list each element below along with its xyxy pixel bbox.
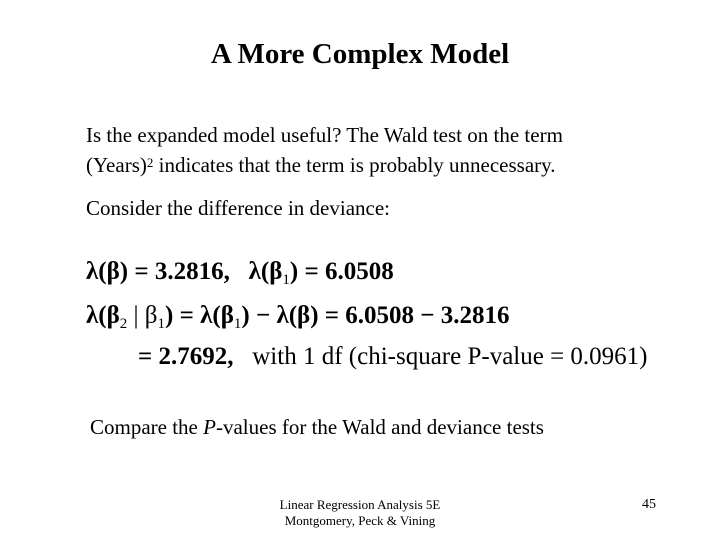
beta1-subscript: 1 [282,272,290,288]
footer-book-title: Linear Regression Analysis 5E [279,497,441,512]
equation-line-3 [138,343,720,371]
eq3-note: with 1 df (chi-square P-value = 0.0961) [252,343,648,370]
paragraph-line-1: Is the expanded model useful? The Wald test on the term [86,123,563,147]
eq2-rhs-post: ) − λ(β) = 6.0508 − 3.2816 [241,302,510,329]
footer-authors: Montgomery, Peck & Vining [284,513,436,528]
beta2-subscript: 2 [119,316,128,332]
paragraph-wald-test [86,120,686,180]
beta1-subscript-rhs: 1 [233,316,242,332]
eq3-value: = 2.7692, [138,343,234,370]
years-term: (Years) [86,153,147,177]
eq2-lhs-pre: λ(β [86,302,120,329]
footer-source [0,497,720,529]
paragraph-deviance: Consider the difference in deviance: [86,196,390,220]
page-number: 45 [642,497,656,512]
equation-deviance-beta1-pre: λ(β [248,258,283,285]
compare-italic-p: P [203,415,216,439]
equation-deviance-beta: λ(β) = 3.2816, [86,258,230,285]
eq2-conditional: | β [127,302,158,329]
compare-statement [90,415,690,440]
years-exponent: 2 [146,155,154,170]
beta1-subscript-cond: 1 [157,316,166,332]
equation-deviance-beta1-post: ) = 6.0508 [289,258,394,285]
slide-title: A More Complex Model [210,38,510,70]
compare-post: -values for the Wald and deviance tests [215,415,544,439]
paragraph-line-2: indicates that the term is probably unnecessary. [153,153,556,177]
eq2-lhs-post: ) = λ(β [165,302,234,329]
compare-pre: Compare the [90,415,204,439]
equation-line-2 [86,302,706,333]
equation-line-1 [86,258,706,289]
